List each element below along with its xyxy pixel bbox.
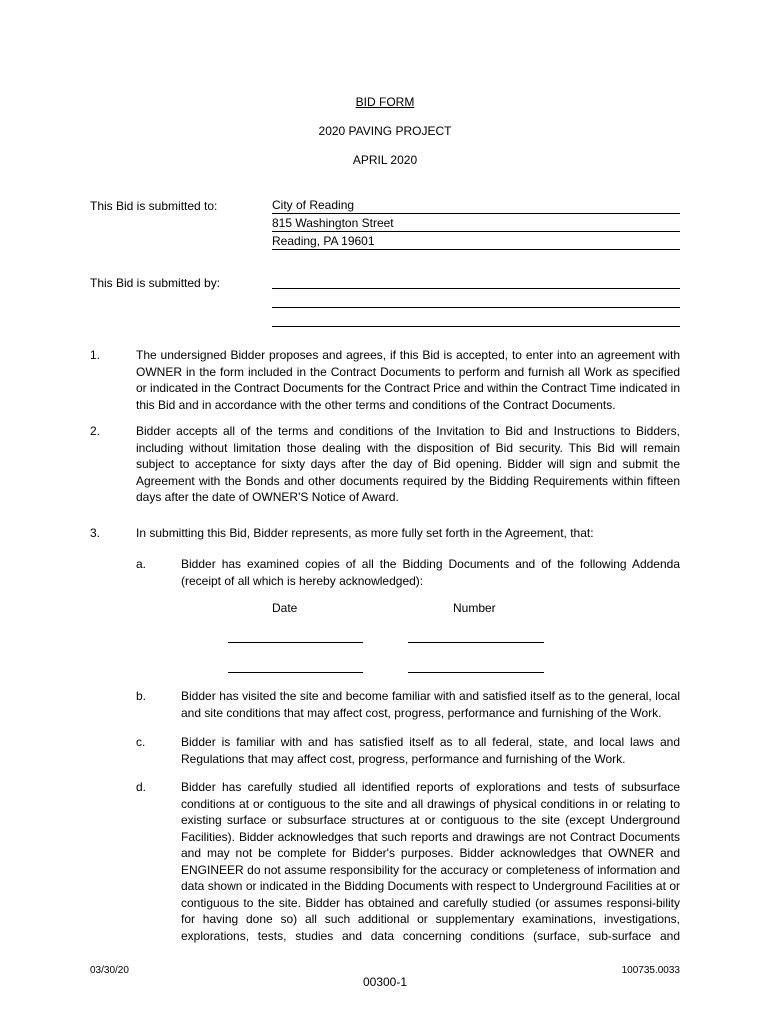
submitted-by-field-1[interactable]: [272, 288, 680, 289]
project-number: 100735.0033: [621, 965, 680, 976]
submitted-to-street: 815 Washington Street: [272, 216, 394, 230]
page-title: BID FORM: [355, 95, 415, 109]
item-2-text: Bidder accepts all of the terms and conditions of the Invitation to Bid and Instructions to Bidders, including without limitation those dealing with the disposition of Bid security. This Bid will remain subject to acceptance for sixty days after the day of Bid opening. Bidder will sign and submit the Agreement with the Bonds and other documents required by the Bidding Requirements within fifteen days after the date of OWNER'S Notice of Award.: [136, 424, 680, 504]
submitted-to-line-3: [272, 234, 680, 250]
subitem-d-text: Bidder has carefully studied all identified reports of explorations and tests of subsurface conditions at or contiguous to the site and all drawings of physical conditions in or relating to existing surface or subsurface structures at or contiguous to the site (except Underground Facilities). Bidder acknowledges that such reports and drawings are not Contract Documents and may not be complete for Bidder's purposes. Bidder acknowledges that OWNER and ENGINEER do not assume responsibility for the accuracy or completeness of information and data shown or indicated in the Bidding Documents with respect to Underground Facilities at or contiguous to the site. Bidder has obtained and carefully studied (or assumes responsi-bility for having done so) all such additional or supplementary examinations, investigations, explorations, tests, studies and data concerning conditions (surface, sub-surface and: [181, 780, 680, 943]
item-2-number: 2.: [90, 424, 101, 438]
subitem-a-text: Bidder has examined copies of all the Bidding Documents and of the following Addenda (receipt of all which is hereby acknowledged):: [181, 557, 680, 588]
addenda-date-field-1[interactable]: [228, 642, 363, 643]
project-name: 2020 PAVING PROJECT: [318, 124, 452, 138]
submitted-by-field-3[interactable]: [272, 326, 680, 327]
submitted-to-line-1: [272, 198, 680, 214]
addenda-date-field-2[interactable]: [228, 672, 363, 673]
submitted-to-line-2: [272, 216, 680, 232]
subitem-a-letter: a.: [136, 557, 147, 571]
item-1-number: 1.: [90, 348, 101, 362]
submitted-by-field-2[interactable]: [272, 307, 680, 308]
addenda-number-field-1[interactable]: [408, 642, 544, 643]
addenda-number-field-2[interactable]: [408, 672, 544, 673]
submitted-to-label: This Bid is submitted to:: [90, 199, 218, 213]
submitted-by-label: This Bid is submitted by:: [90, 276, 221, 290]
subitem-b-letter: b.: [136, 689, 147, 703]
subitem-b-text: Bidder has visited the site and become familiar with and satisfied itself as to the general, local and site conditions that may affect cost, progress, performance and furnishing of the Work.: [181, 689, 680, 720]
project-date: APRIL 2020: [352, 153, 418, 167]
item-3-text: In submitting this Bid, Bidder represents, as more fully set forth in the Agreement, that:: [136, 526, 594, 540]
submitted-to-name: City of Reading: [272, 198, 355, 212]
submitted-to-city: Reading, PA 19601: [272, 234, 375, 248]
item-3-number: 3.: [90, 526, 101, 540]
page-number: 00300-1: [362, 975, 408, 989]
subitem-c-text: Bidder is familiar with and has satisfied itself as to all federal, state, and local laws and Regulations that may affect cost, progress, performance and furnishing of the Work.: [181, 735, 680, 766]
item-1-text: The undersigned Bidder proposes and agrees, if this Bid is accepted, to enter into an agreement with OWNER in the form included in the Contract Documents to perform and furnish all Work as specified or indicated in the Contract Documents for the Contract Price and within the Contract Time indicated in this Bid and in accordance with the other terms and conditions of the Contract Documents.: [136, 348, 680, 412]
addenda-date-label: Date: [272, 601, 298, 615]
addenda-number-label: Number: [453, 601, 496, 615]
subitem-d-letter: d.: [136, 780, 147, 794]
footer-date: 03/30/20: [90, 965, 129, 976]
subitem-c-letter: c.: [136, 735, 146, 749]
